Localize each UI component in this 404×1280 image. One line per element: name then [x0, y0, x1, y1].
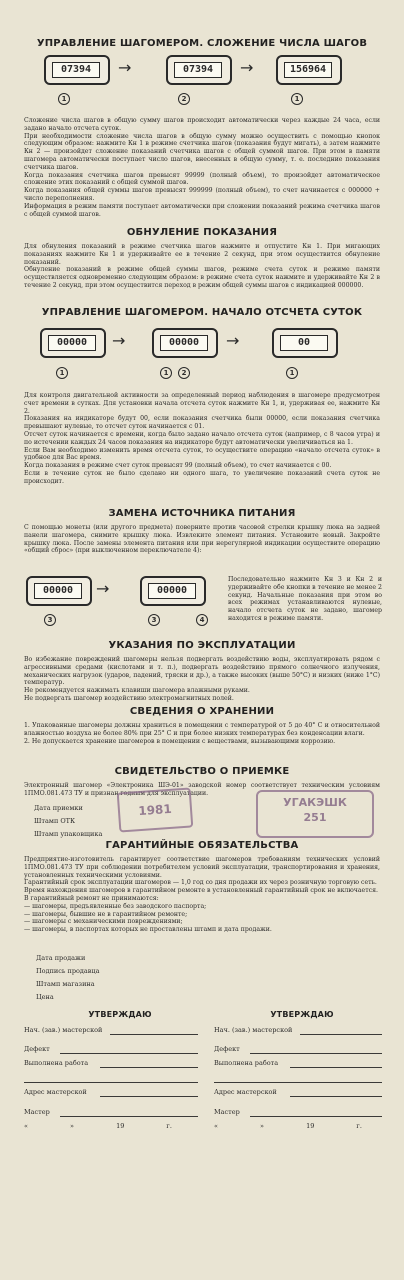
form-line — [290, 1067, 382, 1068]
button-marker: 1 — [291, 93, 303, 105]
paragraph: — шагомеры, бывшие не в гарантийном ремонте; — [24, 910, 188, 918]
section4-side-text: Последовательно нажмите Кн 3 и Кн 2 и удерживайте обе кнопки в течение не менее 2 секунд. Начальные показания при этом во всех режимах устанавливаются нулевые, начало отсчета суток не задано, шагомер находится в режиме памяти. — [228, 576, 382, 622]
button-marker: 2 — [178, 93, 190, 105]
section-title-reset: ОБНУЛЕНИЕ ПОКАЗАНИЯ — [126, 227, 278, 238]
section8-text — [24, 856, 380, 934]
shop-stamp-label: Штамп магазина — [36, 980, 95, 988]
button-marker: 3 — [44, 614, 56, 626]
button-marker: 1 — [286, 367, 298, 379]
paragraph: Для контроля двигательной активности за определенный период наблюдения в шагомере предусмотрен счет времени в сутках. Для установки начала отсчета суток нажмите Кн 1, и, удерживая ее, нажмите Кн 2. — [24, 392, 380, 415]
approve-title-left: УТВЕРЖДАЮ — [88, 1010, 152, 1019]
pedometer-device — [276, 55, 342, 85]
form-date: « » 19 г. — [24, 1122, 172, 1130]
section2-text — [24, 243, 380, 290]
arrow-right-icon: → — [240, 58, 254, 77]
acceptance-date-stamp: 1981 — [117, 787, 194, 832]
pedometer-device — [44, 55, 110, 85]
form-label: Дефект — [24, 1045, 50, 1053]
form-label: Мастер — [214, 1108, 240, 1116]
pedometer-display: 07394 — [52, 62, 100, 78]
paragraph: — шагомеры, в паспортах которых не проставлены штамп и дата продажи. — [24, 926, 272, 934]
form-label: Мастер — [24, 1108, 50, 1116]
form-line — [250, 1116, 382, 1117]
pedometer-display: 156964 — [284, 62, 332, 78]
paragraph: Гарантийный срок эксплуатации шагомеров — 1,0 год со дня продажи их через розничную торговую сеть. — [24, 879, 377, 887]
qc-stamp-label: Штамп ОТК — [34, 817, 76, 825]
section-title-stepping: УПРАВЛЕНИЕ ШАГОМЕРОМ. СЛОЖЕНИЕ ЧИСЛА ШАГОВ — [36, 38, 368, 49]
pedometer-device — [166, 55, 232, 85]
paragraph: Обнуление показаний в режиме общей суммы шагов, режиме счета суток и режиме памяти осуществляется одновременно следующим образом: в режиме счета суток нажмите и удерживайте Кн 2 в течение 2 секунд, при этом осуществится переход в режим общей суммы шагов с индикацией 000000. — [24, 266, 380, 289]
paragraph: Не рекомендуется нажимать клавиши шагомера влажными руками. — [24, 687, 250, 695]
sale-date-label: Дата продажи — [36, 954, 86, 962]
arrow-right-icon: → — [226, 331, 240, 350]
arrow-right-icon: → — [118, 58, 132, 77]
form-label: Нач. (зав.) мастерской — [214, 1026, 293, 1034]
approve-title-right: УТВЕРЖДАЮ — [270, 1010, 334, 1019]
paragraph: Предприятие-изготовитель гарантирует соответствие шагомеров требованиям технических условий 1ПМО.081.473 ТУ при соблюдении потребителем условий эксплуатации, транспортирования и хранения, установленных техническими условиями. — [24, 856, 380, 879]
form-label: Выполнена работа — [214, 1059, 279, 1067]
button-marker: 1 — [56, 367, 68, 379]
paragraph: Информация в режим памяти поступает автоматически при сложении показаний режима счетчика шагов с общей суммой шагов. — [24, 202, 380, 218]
section-title-warranty: ГАРАНТИЙНЫЕ ОБЯЗАТЕЛЬСТВА — [105, 840, 299, 851]
paragraph: — шагомеры, предъявленные без заводского паспорта; — [24, 902, 207, 910]
section-title-storage: СВЕДЕНИЯ О ХРАНЕНИИ — [129, 706, 275, 717]
arrow-right-icon: → — [96, 579, 110, 598]
paragraph: Отсчет суток начинается с времени, когда было задано начало отсчета суток (например, с 8 часов утра) и по истечении каждых 24 часов показания на индикаторе будут автоматически увеличиваться на 1. — [24, 430, 380, 446]
section7-text: Электронный шагомер «Электроника ШЭ-01» заводской номер соответствует техническим условиям 1ПМО.081.473 ТУ и признан годным для эксплуатации. — [24, 782, 380, 797]
arrow-right-icon: → — [112, 331, 126, 350]
form-date: « » 19 г. — [214, 1122, 362, 1130]
seller-signature-label: Подпись продавца — [36, 967, 100, 975]
section3-text — [24, 392, 380, 486]
button-marker: 4 — [196, 614, 208, 626]
paragraph: Показания на индикаторе будут 00, если показания счетчика были 00000, если показания счетчика превышают нулевые, то отсчет суток начинается с 01. — [24, 415, 380, 431]
button-marker: 2 — [178, 367, 190, 379]
form-label: Дефект — [214, 1045, 240, 1053]
acceptance-date-label: Дата приемки — [34, 804, 83, 812]
section4-text: С помощью монеты (или другого предмета) поверните против часовой стрелки крышку люка на задней панели шагомера, снимите крышку люка. Извлеките элемент питания. Установите новый. Закройте крышку люка. После замены элемента питания или при нерегулярной индикации осуществите операцию «общий сброс» (при выключенном переключателе 4): — [24, 524, 380, 555]
form-label: Выполнена работа — [24, 1059, 89, 1067]
pedometer-device — [152, 328, 218, 358]
paragraph: Не подвергать шагомер воздействию электромагнитных полей. — [24, 694, 234, 702]
form-line — [60, 1053, 198, 1054]
form-label: Нач. (зав.) мастерской — [24, 1026, 103, 1034]
button-marker: 3 — [148, 614, 160, 626]
section-title-battery: ЗАМЕНА ИСТОЧНИКА ПИТАНИЯ — [108, 508, 296, 519]
button-marker: 1 — [58, 93, 70, 105]
pedometer-display: 00 — [280, 335, 328, 351]
form-line — [290, 1096, 382, 1097]
pedometer-device — [26, 576, 92, 606]
form-line — [250, 1053, 382, 1054]
paragraph: Когда показания счетчика шагов превысят 99999 (полный объем), то произойдет автоматическое сложение этих показаний с общей суммой шагов. — [24, 171, 380, 187]
paragraph: Если в течение суток не было сделано ни одного шага, то увеличение показаний счета суток не происходит. — [24, 469, 380, 485]
packer-stamp-label: Штамп упаковщика — [34, 830, 103, 838]
form-label: Адрес мастерской — [214, 1088, 277, 1096]
form-line — [300, 1034, 382, 1035]
pedometer-display: 00000 — [160, 335, 208, 351]
paragraph: Время нахождения шагомеров в гарантийном ремонте в установленный гарантийный срок не включается. — [24, 887, 378, 895]
form-line — [24, 1082, 198, 1083]
form-line — [214, 1082, 382, 1083]
button-marker: 1 — [160, 367, 172, 379]
price-label: Цена — [36, 993, 54, 1001]
pedometer-display: 00000 — [34, 583, 82, 599]
paragraph: Если Вам необходимо изменить время отсчета суток, то осуществите операцию «начало отсчета суток» в удобное для Вас время. — [24, 446, 380, 462]
section6-text — [24, 722, 380, 745]
paragraph: 1. Упакованные шагомеры должны храниться в помещении с температурой от 5 до 40° С и относительной влажностью воздуха не более 80% при 25° С и при более низких температурах без конденсации влаги. — [24, 722, 380, 737]
paragraph: 2. Не допускается хранение шагомеров в помещении с веществами, вызывающими коррозию. — [24, 737, 336, 745]
paragraph: Когда показания общей суммы шагов превысят 999999 (полный объем), то счет начинается с 000000 + число переполнения. — [24, 187, 380, 202]
section-title-usage: УКАЗАНИЯ ПО ЭКСПЛУАТАЦИИ — [108, 640, 296, 651]
section5-text — [24, 656, 380, 703]
form-line — [100, 1096, 198, 1097]
pedometer-display: 07394 — [174, 62, 222, 78]
section-title-day-count: УПРАВЛЕНИЕ ШАГОМЕРОМ. НАЧАЛО ОТСЧЕТА СУТОК — [41, 307, 363, 318]
paragraph: При необходимости сложение числа шагов в общую сумму можно осуществить с помощью кнопок следующим образом: нажмите Кн 1 в режиме счетчика шагов (показания будут мигать), а затем нажмите Кн 2 — произойдет сложение показаний счетчика шагов с общей суммой шагов. При этом в памяти шагомера автоматически поступает число шагов, внесенных в общую сумму, т. е. последние показания счетчика шагов. — [24, 132, 380, 171]
pedometer-device — [272, 328, 338, 358]
section1-text — [24, 117, 380, 218]
section-title-acceptance: СВИДЕТЕЛЬСТВО О ПРИЕМКЕ — [114, 766, 290, 777]
qc-stamp: УГАКЭШК 251 — [256, 790, 374, 838]
form-line — [100, 1067, 198, 1068]
pedometer-display: 00000 — [48, 335, 96, 351]
pedometer-display: 00000 — [148, 583, 196, 599]
form-label: Адрес мастерской — [24, 1088, 87, 1096]
pedometer-device — [140, 576, 206, 606]
paragraph: — шагомеры с механическими повреждениями; — [24, 918, 183, 926]
paragraph: Когда показания в режиме счет суток превысят 99 (полный объем), то счет начинается с 00. — [24, 462, 332, 470]
pedometer-device — [40, 328, 106, 358]
paragraph: Во избежание повреждений шагомеры нельзя подвергать воздействию воды, эксплуатировать рядом с агрессивными средами (кислотами и т. п.), подвергать воздействию прямого солнечного излучения, механических нагрузок (ударов, падений, тряски и др.), а также высоких (выше 50°С) и низких (ниже 1°С) температур. — [24, 656, 380, 687]
paragraph: В гарантийный ремонт не принимаются: — [24, 894, 159, 902]
paragraph: Для обнуления показаний в режиме счетчика шагов нажмите и отпустите Кн 1. При мигающих показаниях нажмите Кн 1 и удерживайте ее в течение 2 секунд, при этом осуществится обнуление показаний. — [24, 243, 380, 266]
form-line — [60, 1116, 198, 1117]
paragraph: Сложение числа шагов в общую сумму шагов происходит автоматически через каждые 24 часа, если задано начало отсчета суток. — [24, 117, 380, 132]
form-line — [110, 1034, 198, 1035]
